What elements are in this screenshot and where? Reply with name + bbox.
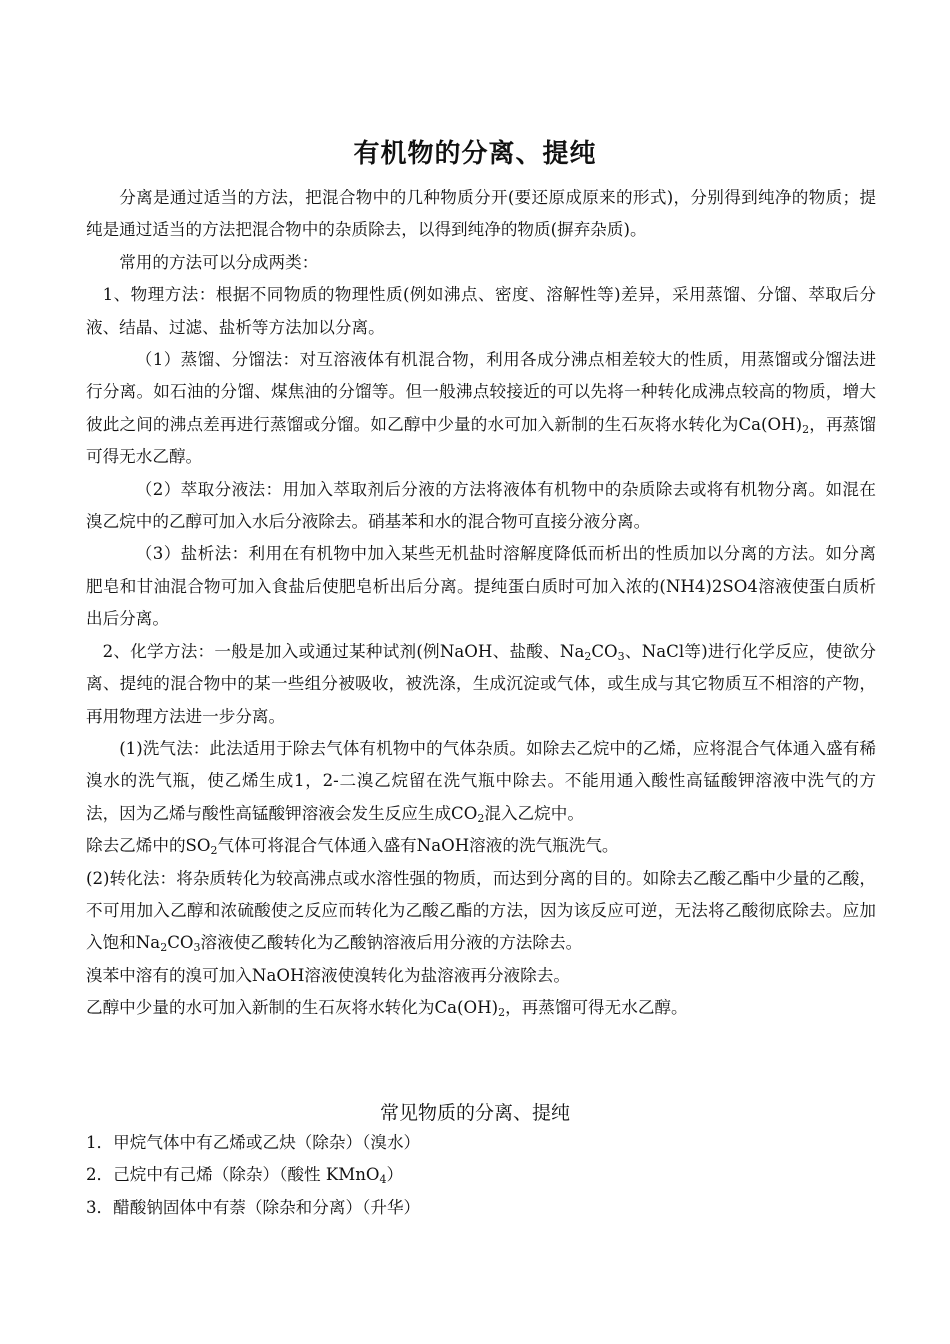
subscript: 2: [477, 811, 485, 825]
ethanol-text: 乙醇中少量的水可加入新制的生石灰将水转化为Ca(OH): [86, 998, 499, 1018]
chemical-heading-text: 、NaCl等)进行化学反应，使欲分离、提纯的混合物中的某一些组分被吸收，被洗涤，生成沉淀或气体，或生成与其它物质互不相溶的产物，再用物理方法进一步分离。: [86, 641, 877, 726]
gas-washing-paragraph: [86, 733, 876, 830]
document-body: [86, 182, 876, 1025]
list-item-text-end: ）: [386, 1165, 404, 1185]
subscript: 3: [617, 649, 625, 663]
section-title: 常见物质的分离、提纯: [379, 1102, 570, 1124]
salting-out-paragraph: （3）盐析法：利用在有机物中加入某些无机盐时溶解度降低而析出的性质加以分离的方法。如分离肥皂和甘油混合物可加入食盐后使肥皂析出后分离。提纯蛋白质时可加入浓的(NH4)2SO4溶液使蛋白质析出后分离。: [86, 544, 876, 629]
conversion-text-end: 溶液使乙酸转化为乙酸钠溶液后用分液的方法除去。: [200, 933, 583, 953]
subscript: 2: [584, 649, 592, 663]
chemical-heading-text: CO: [591, 641, 618, 661]
distillation-paragraph: [86, 344, 876, 474]
so2-text-end: 气体可将混合气体通入盛有NaOH溶液的洗气瓶洗气。: [217, 836, 619, 856]
ethanol-text-end: ，再蒸馏可得无水乙醇。: [505, 998, 688, 1018]
gas-washing-text-end: 混入乙烷中。: [484, 803, 584, 823]
intro-paragraph: 分离是通过适当的方法，把混合物中的几种物质分开(要还原成原来的形式)，分别得到纯净的物质；提纯是通过适当的方法把混合物中的杂质除去，以得到纯净的物质(摒弃杂质)。: [86, 188, 876, 240]
subscript: 2: [802, 422, 810, 436]
so2-text: 除去乙烯中的SO: [86, 836, 211, 856]
subscript: 3: [193, 941, 201, 955]
gas-washing-text: (1)洗气法：此法适用于除去气体有机物中的气体杂质。如除去乙烷中的乙烯，应将混合气体通入盛有稀溴水的洗气瓶，使乙烯生成1，2-二溴乙烷留在洗气瓶中除去。不能用通入酸性高锰酸钾溶液中洗气的方法，因为乙烯与酸性高锰酸钾溶液会发生反应生成CO: [86, 738, 876, 823]
list-item: 3．醋酸钠固体中有萘（除杂和分离）（升华）: [86, 1197, 421, 1217]
ethanol-paragraph: [86, 992, 876, 1024]
common-separation-list: [86, 1127, 876, 1224]
list-item: [86, 1159, 876, 1191]
chemical-heading-text: 2、化学方法：一般是加入或通过某种试剂(例NaOH、盐酸、Na: [102, 641, 585, 661]
conversion-paragraph: [86, 863, 876, 960]
subscript: 2: [498, 1006, 506, 1020]
so2-removal-paragraph: [86, 830, 876, 862]
physical-methods-heading: 1、物理方法：根据不同物质的物理性质(例如沸点、密度、溶解性等)差异，采用蒸馏、分馏、萃取后分液、结晶、过滤、盐析等方法加以分离。: [86, 285, 876, 337]
subscript: 4: [379, 1173, 387, 1187]
distillation-text: （1）蒸馏、分馏法：对互溶液体有机混合物，利用各成分沸点相差较大的性质，用蒸馏或分馏法进行分离。如石油的分馏、煤焦油的分馏等。但一般沸点较接近的可以先将一种转化成沸点较高的物质，增大彼此之间的沸点差再进行蒸馏或分馏。如乙醇中少量的水可加入新制的生石灰将水转化为Ca(OH): [86, 350, 876, 434]
subscript: 2: [160, 941, 168, 955]
chemical-methods-heading: [86, 636, 876, 733]
list-item: 1．甲烷气体中有乙烯或乙炔（除杂）（溴水）: [86, 1133, 421, 1152]
extraction-paragraph: （2）萃取分液法：用加入萃取剂后分液的方法将液体有机物中的杂质除去或将有机物分离。如混在溴乙烷中的乙醇可加入水后分液除去。硝基苯和水的混合物可直接分液分离。: [86, 479, 876, 532]
subscript: 2: [210, 844, 218, 858]
conversion-text: (2)转化法：将杂质转化为较高沸点或水溶性强的物质，而达到分离的目的。如除去乙酸乙酯中少量的乙酸，不可用加入乙醇和浓硫酸使之反应而转化为乙酸乙酯的方法，因为该反应可逆，无法将乙酸彻底除去。应加入饱和Na: [86, 868, 876, 953]
list-item-text: 2．己烷中有己烯（除杂）（酸性 KMnO: [86, 1165, 380, 1185]
methods-intro: 常用的方法可以分成两类：: [119, 252, 319, 272]
bromobenzene-paragraph: 溴苯中溶有的溴可加入NaOH溶液使溴转化为盐溶液再分液除去。: [86, 965, 570, 985]
distillation-text-end: ，再蒸馏可得无水乙醇。: [86, 414, 876, 467]
page-title: 有机物的分离、提纯: [353, 139, 597, 169]
conversion-text: CO: [167, 933, 194, 953]
